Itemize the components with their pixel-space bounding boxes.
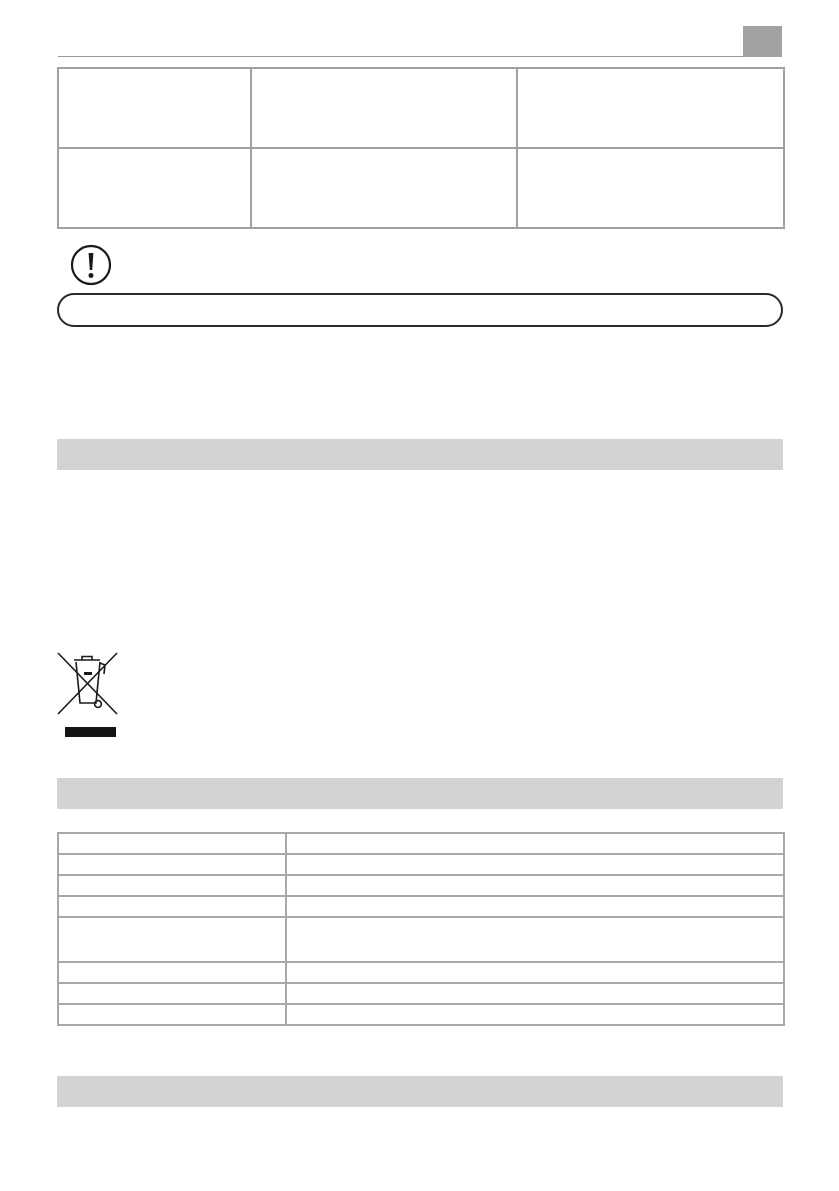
specifications-table (57, 832, 785, 1026)
spec-label (58, 962, 286, 983)
spec-label (58, 833, 286, 854)
exclamation-circle-icon (70, 244, 112, 286)
spec-value (286, 896, 784, 917)
table-cell (517, 68, 784, 148)
warning-box (57, 293, 783, 327)
spec-label (58, 875, 286, 896)
header-rule (58, 56, 782, 57)
section-heading-bar (57, 439, 783, 470)
spec-label (58, 917, 286, 962)
table-row (58, 1004, 784, 1025)
table-cell (251, 68, 517, 148)
spec-value (286, 962, 784, 983)
table-cell (58, 148, 251, 228)
table-row (58, 962, 784, 983)
table-row (58, 68, 784, 148)
section-heading-bar (57, 1076, 783, 1107)
table-cell (251, 148, 517, 228)
table-cell (58, 68, 251, 148)
spec-value (286, 917, 784, 962)
spec-value (286, 833, 784, 854)
table-row (58, 896, 784, 917)
crossed-out-wheelie-bin-icon (55, 650, 121, 739)
spec-value (286, 875, 784, 896)
table-row (58, 983, 784, 1004)
spec-value (286, 854, 784, 875)
table-row (58, 854, 784, 875)
spec-value (286, 1004, 784, 1025)
top-table (57, 67, 785, 229)
table-row (58, 875, 784, 896)
page-language-tab (743, 26, 782, 57)
section-heading-bar (57, 778, 783, 809)
spec-label (58, 896, 286, 917)
table-cell (517, 148, 784, 228)
spec-label (58, 983, 286, 1004)
spec-label (58, 854, 286, 875)
table-row (58, 833, 784, 854)
table-row (58, 148, 784, 228)
table-row (58, 917, 784, 962)
spec-value (286, 983, 784, 1004)
spec-label (58, 1004, 286, 1025)
